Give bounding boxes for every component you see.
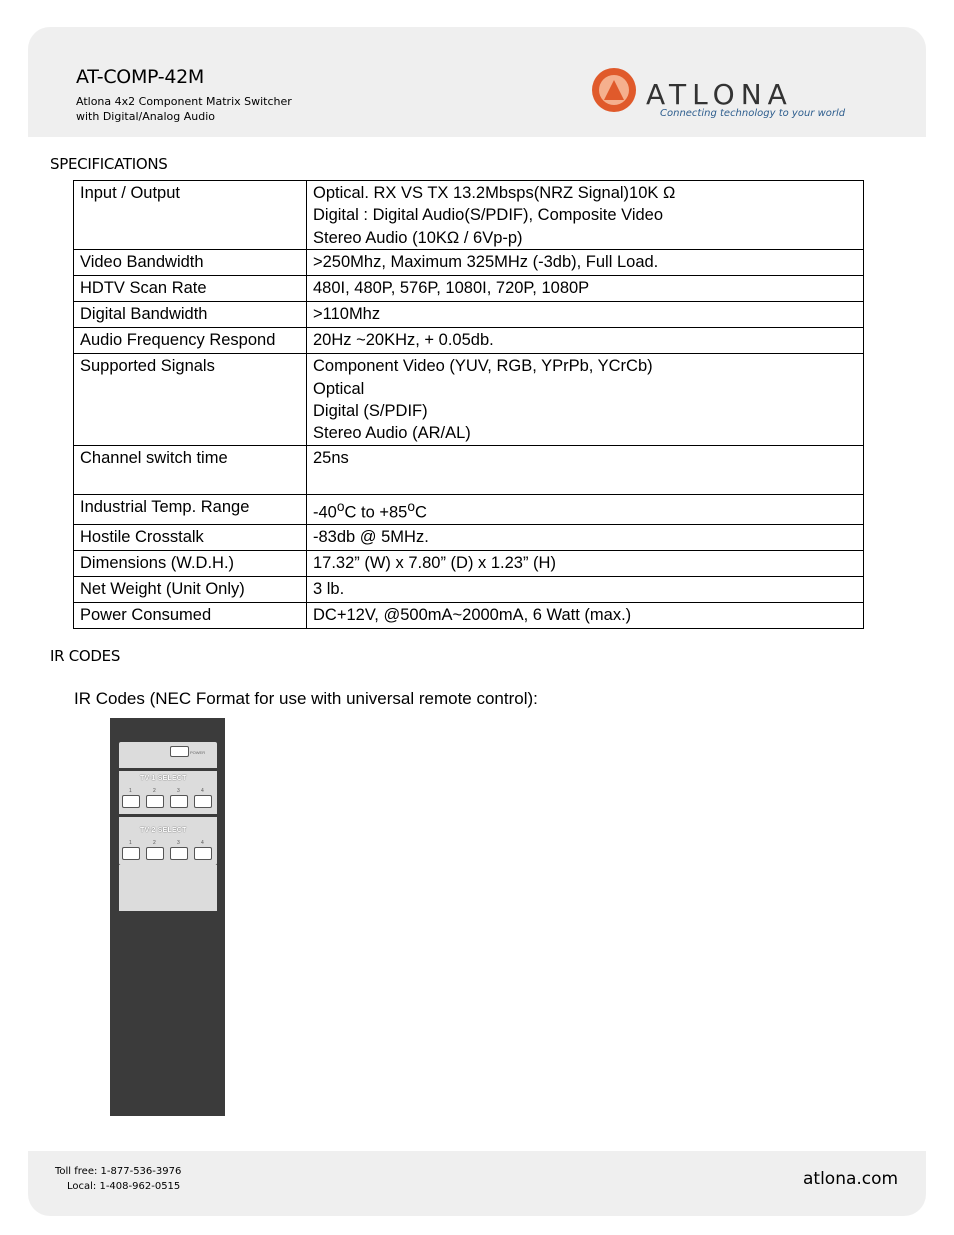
spec-label: Dimensions (W.D.H.) [74, 551, 307, 577]
temp-max: C to +85 [344, 503, 408, 522]
spec-row [74, 181, 864, 250]
spec-label: Industrial Temp. Range [74, 495, 307, 525]
contact-phones: Toll free: 1-877-536-3976 Local: 1-408-962-0515 [55, 1166, 182, 1192]
spec-label: Hostile Crosstalk [74, 525, 307, 551]
spec-value-line: >250Mhz, Maximum 325MHz (-3db), Full Load. [313, 253, 659, 272]
spec-value-line: Stereo Audio (AR/AL) [313, 424, 471, 443]
tv1-button [122, 795, 140, 808]
spec-row [74, 577, 864, 603]
spec-value-line: 17.32” (W) x 7.80” (D) x 1.23” (H) [313, 554, 556, 573]
ir-codes-text: IR Codes (NEC Format for use with universal remote control): [74, 689, 538, 708]
spec-row [74, 603, 864, 629]
spec-row [74, 446, 864, 495]
spec-value [307, 354, 864, 446]
spec-value [307, 250, 864, 276]
remote-button-number: 4 [201, 788, 204, 794]
spec-value-line: 480I, 480P, 576P, 1080I, 720P, 1080P [313, 279, 590, 298]
tv1-button [170, 795, 188, 808]
spec-label: Audio Frequency Respond [74, 328, 307, 354]
spec-value-line: Digital : Digital Audio(S/PDIF), Composite Video [313, 206, 664, 225]
remote-power-label: POWER [190, 750, 206, 755]
spec-value-line: -83db @ 5MHz. [313, 528, 429, 547]
spec-value-line: 25ns [313, 449, 349, 468]
specifications-table [73, 180, 864, 629]
remote-tv2-label: TV-2 SELECT [140, 827, 187, 834]
website: atlona.com [803, 1169, 899, 1189]
remote-tv1-label: TV-1 SELECT [140, 775, 187, 782]
remote-button-number: 1 [129, 840, 132, 846]
degree-sign: o [407, 499, 416, 515]
spec-value [307, 525, 864, 551]
remote-divider [119, 814, 217, 817]
spec-label: Video Bandwidth [74, 250, 307, 276]
remote-divider [119, 768, 217, 771]
spec-row [74, 354, 864, 446]
tagline: Connecting technology to your world [660, 108, 846, 119]
remote-button-number: 1 [129, 788, 132, 794]
temp-min: -40 [313, 503, 337, 522]
spec-value-line: Stereo Audio (10KΩ / 6Vp-p) [313, 228, 523, 247]
temp-unit: C [415, 503, 427, 522]
svg-text:ATLONA: ATLONA [646, 78, 793, 111]
spec-value [307, 603, 864, 629]
degree-sign: o [336, 499, 345, 515]
spec-row [74, 250, 864, 276]
spec-value [307, 551, 864, 577]
spec-value-line: 3 lb. [313, 580, 345, 599]
spec-value [307, 328, 864, 354]
spec-label: Supported Signals [74, 354, 307, 446]
model-subtitle: Atlona 4x2 Component Matrix Switcher with Digital/Analog Audio [76, 95, 292, 123]
spec-value [307, 181, 864, 250]
tv1-button [194, 795, 212, 808]
tv2-button [170, 847, 188, 860]
remote-power-button [170, 746, 189, 757]
spec-label: Channel switch time [74, 446, 307, 495]
tv1-button [146, 795, 164, 808]
spec-value [307, 495, 864, 525]
remote-button-number: 2 [153, 788, 156, 794]
spec-row [74, 276, 864, 302]
spec-value-line: Optical. RX VS TX 13.2Mbsps(NRZ Signal)10K Ω [313, 184, 676, 202]
specifications-heading: SPECIFICATIONS [50, 155, 168, 173]
remote-control-image [110, 718, 225, 1116]
spec-value [307, 276, 864, 302]
spec-row [74, 525, 864, 551]
tv2-button [194, 847, 212, 860]
remote-button-number: 4 [201, 840, 204, 846]
remote-button-number: 3 [177, 840, 180, 846]
spec-value [307, 446, 864, 495]
model-title: AT-COMP-42M [76, 66, 205, 88]
spec-label: Digital Bandwidth [74, 302, 307, 328]
spec-label: Input / Output [74, 181, 307, 250]
spec-row [74, 302, 864, 328]
spec-value [307, 302, 864, 328]
tv2-button [146, 847, 164, 860]
spec-value-line: >110Mhz [313, 305, 381, 324]
spec-value-line: Digital (S/PDIF) [313, 402, 428, 421]
spec-value-line: 20Hz ~20KHz, + 0.05db. [313, 331, 494, 350]
ir-codes-heading: IR CODES [50, 647, 121, 665]
spec-label: Power Consumed [74, 603, 307, 629]
spec-row [74, 495, 864, 525]
spec-value [307, 577, 864, 603]
remote-button-number: 2 [153, 840, 156, 846]
tv2-button [122, 847, 140, 860]
spec-value-line: Optical [313, 379, 365, 398]
spec-row [74, 328, 864, 354]
spec-value-line: Component Video (YUV, RGB, YPrPb, YCrCb) [313, 357, 653, 376]
spec-row [74, 551, 864, 577]
remote-lower-panel [119, 865, 217, 911]
remote-button-number: 3 [177, 788, 180, 794]
spec-label: Net Weight (Unit Only) [74, 577, 307, 603]
spec-label: HDTV Scan Rate [74, 276, 307, 302]
spec-value-line: DC+12V, @500mA~2000mA, 6 Watt (max.) [313, 606, 632, 625]
